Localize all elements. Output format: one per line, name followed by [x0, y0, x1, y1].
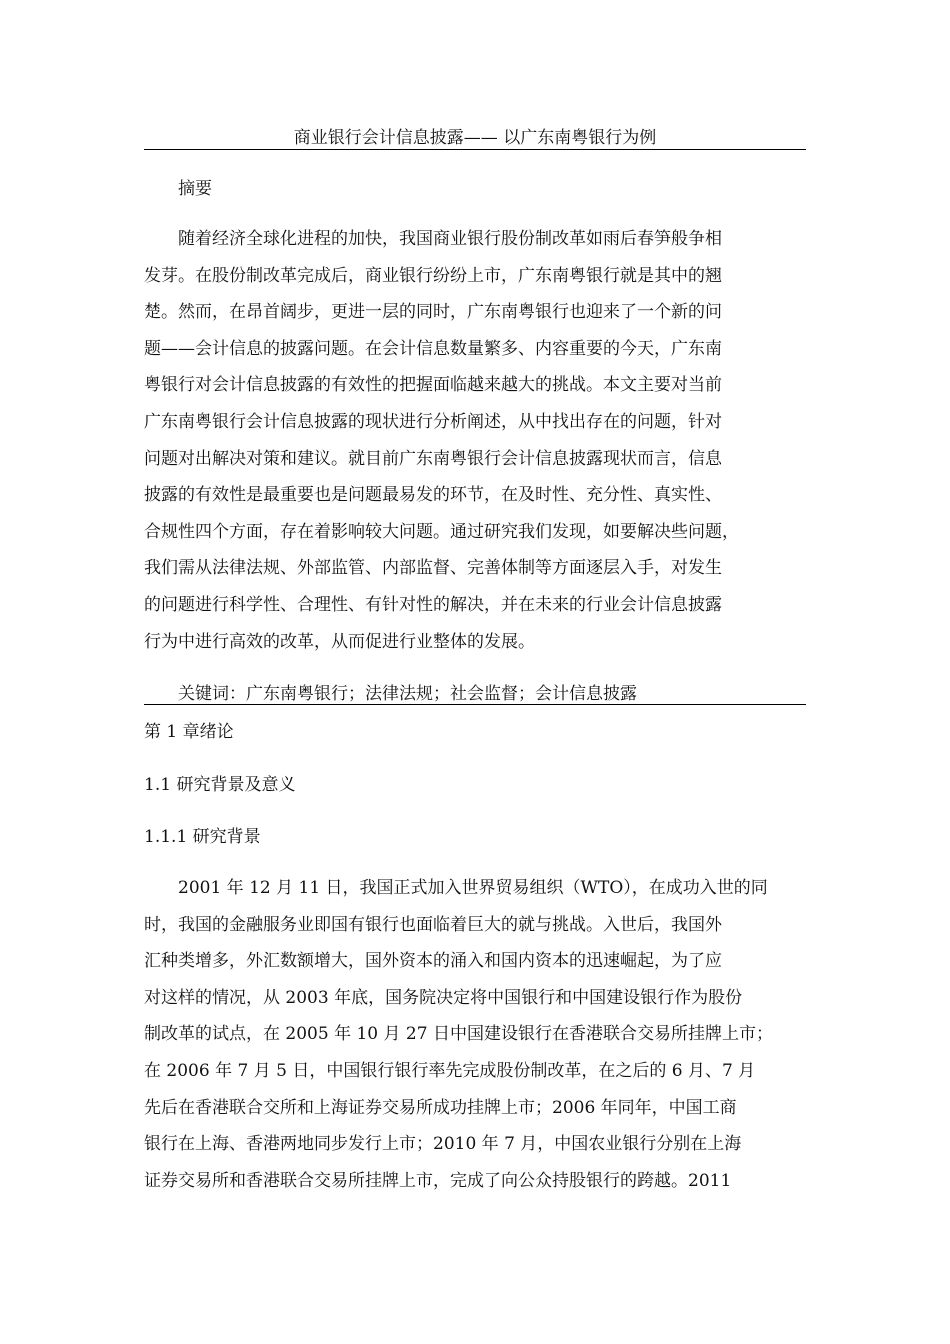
background-body — [144, 870, 806, 1199]
section-heading: 1.1 研究背景及意义 — [144, 775, 296, 795]
abstract-line: 题——会计信息的披露问题。在会计信息数量繁多、内容重要的今天，广东南 — [144, 338, 722, 359]
background-line: 2001 年 12 月 11 日，我国正式加入世界贸易组织（WTO），在成功入世的同 — [144, 878, 768, 898]
background-line: 汇种类增多，外汇数额增大，国外资本的涌入和国内资本的迅速崛起，为了应 — [144, 951, 722, 972]
abstract-line: 行为中进行高效的改革，从而促进行业整体的发展。 — [144, 631, 535, 652]
abstract-line: 的问题进行科学性、合理性、有针对性的解决，并在未来的行业会计信息披露 — [144, 594, 722, 615]
keywords-line: 关键词：广东南粤银行；法律法规；社会监督；会计信息披露 — [178, 684, 637, 704]
background-line: 银行在上海、香港两地同步发行上市；2010 年 7 月，中国农业银行分别在上海 — [144, 1134, 742, 1155]
subsection-heading: 1.1.1 研究背景 — [144, 827, 261, 847]
document-title: 商业银行会计信息披露—— 以广东南粤银行为例 — [293, 128, 657, 148]
background-line: 先后在香港联合交所和上海证券交易所成功挂牌上市；2006 年同年，中国工商 — [144, 1097, 737, 1118]
abstract-heading: 摘要 — [178, 179, 212, 199]
background-line: 制改革的试点，在 2005 年 10 月 27 日中国建设银行在香港联合交易所挂牌上市； — [144, 1024, 773, 1045]
background-line: 时，我国的金融服务业即国有银行也面临着巨大的就与挑战。入世后，我国外 — [144, 914, 722, 935]
abstract-line: 合规性四个方面，存在着影响较大问题。通过研究我们发现，如要解决些问题， — [144, 521, 739, 542]
keywords-underline — [144, 704, 806, 705]
abstract-line: 广东南粤银行会计信息披露的现状进行分析阐述，从中找出存在的问题，针对 — [144, 411, 722, 432]
background-line: 对这样的情况，从 2003 年底，国务院决定将中国银行和中国建设银行作为股份 — [144, 987, 743, 1008]
abstract-body — [144, 221, 806, 660]
abstract-line: 披露的有效性是最重要也是问题最易发的环节，在及时性、充分性、真实性、 — [144, 485, 722, 506]
abstract-line: 楚。然而，在昂首阔步，更进一层的同时，广东南粤银行也迎来了一个新的问 — [144, 302, 722, 323]
abstract-line: 问题对出解决对策和建议。就目前广东南粤银行会计信息披露现状而言，信息 — [144, 448, 722, 469]
background-line: 在 2006 年 7 月 5 日，中国银行银行率先完成股份制改革，在之后的 6 月、7 月 — [144, 1060, 756, 1081]
abstract-line: 发芽。在股份制改革完成后，商业银行纷纷上市，广东南粤银行就是其中的翘 — [144, 265, 722, 286]
background-line: 证券交易所和香港联合交易所挂牌上市，完成了向公众持股银行的跨越。2011 — [144, 1170, 732, 1191]
abstract-line: 我们需从法律法规、外部监管、内部监督、完善体制等方面逐层入手，对发生 — [144, 558, 722, 579]
abstract-line: 随着经济全球化进程的加快，我国商业银行股份制改革如雨后春笋般争相 — [144, 229, 722, 249]
chapter-heading: 第 1 章绪论 — [144, 722, 234, 742]
title-underline — [144, 149, 806, 150]
abstract-line: 粤银行对会计信息披露的有效性的把握面临越来越大的挑战。本文主要对当前 — [144, 375, 722, 396]
